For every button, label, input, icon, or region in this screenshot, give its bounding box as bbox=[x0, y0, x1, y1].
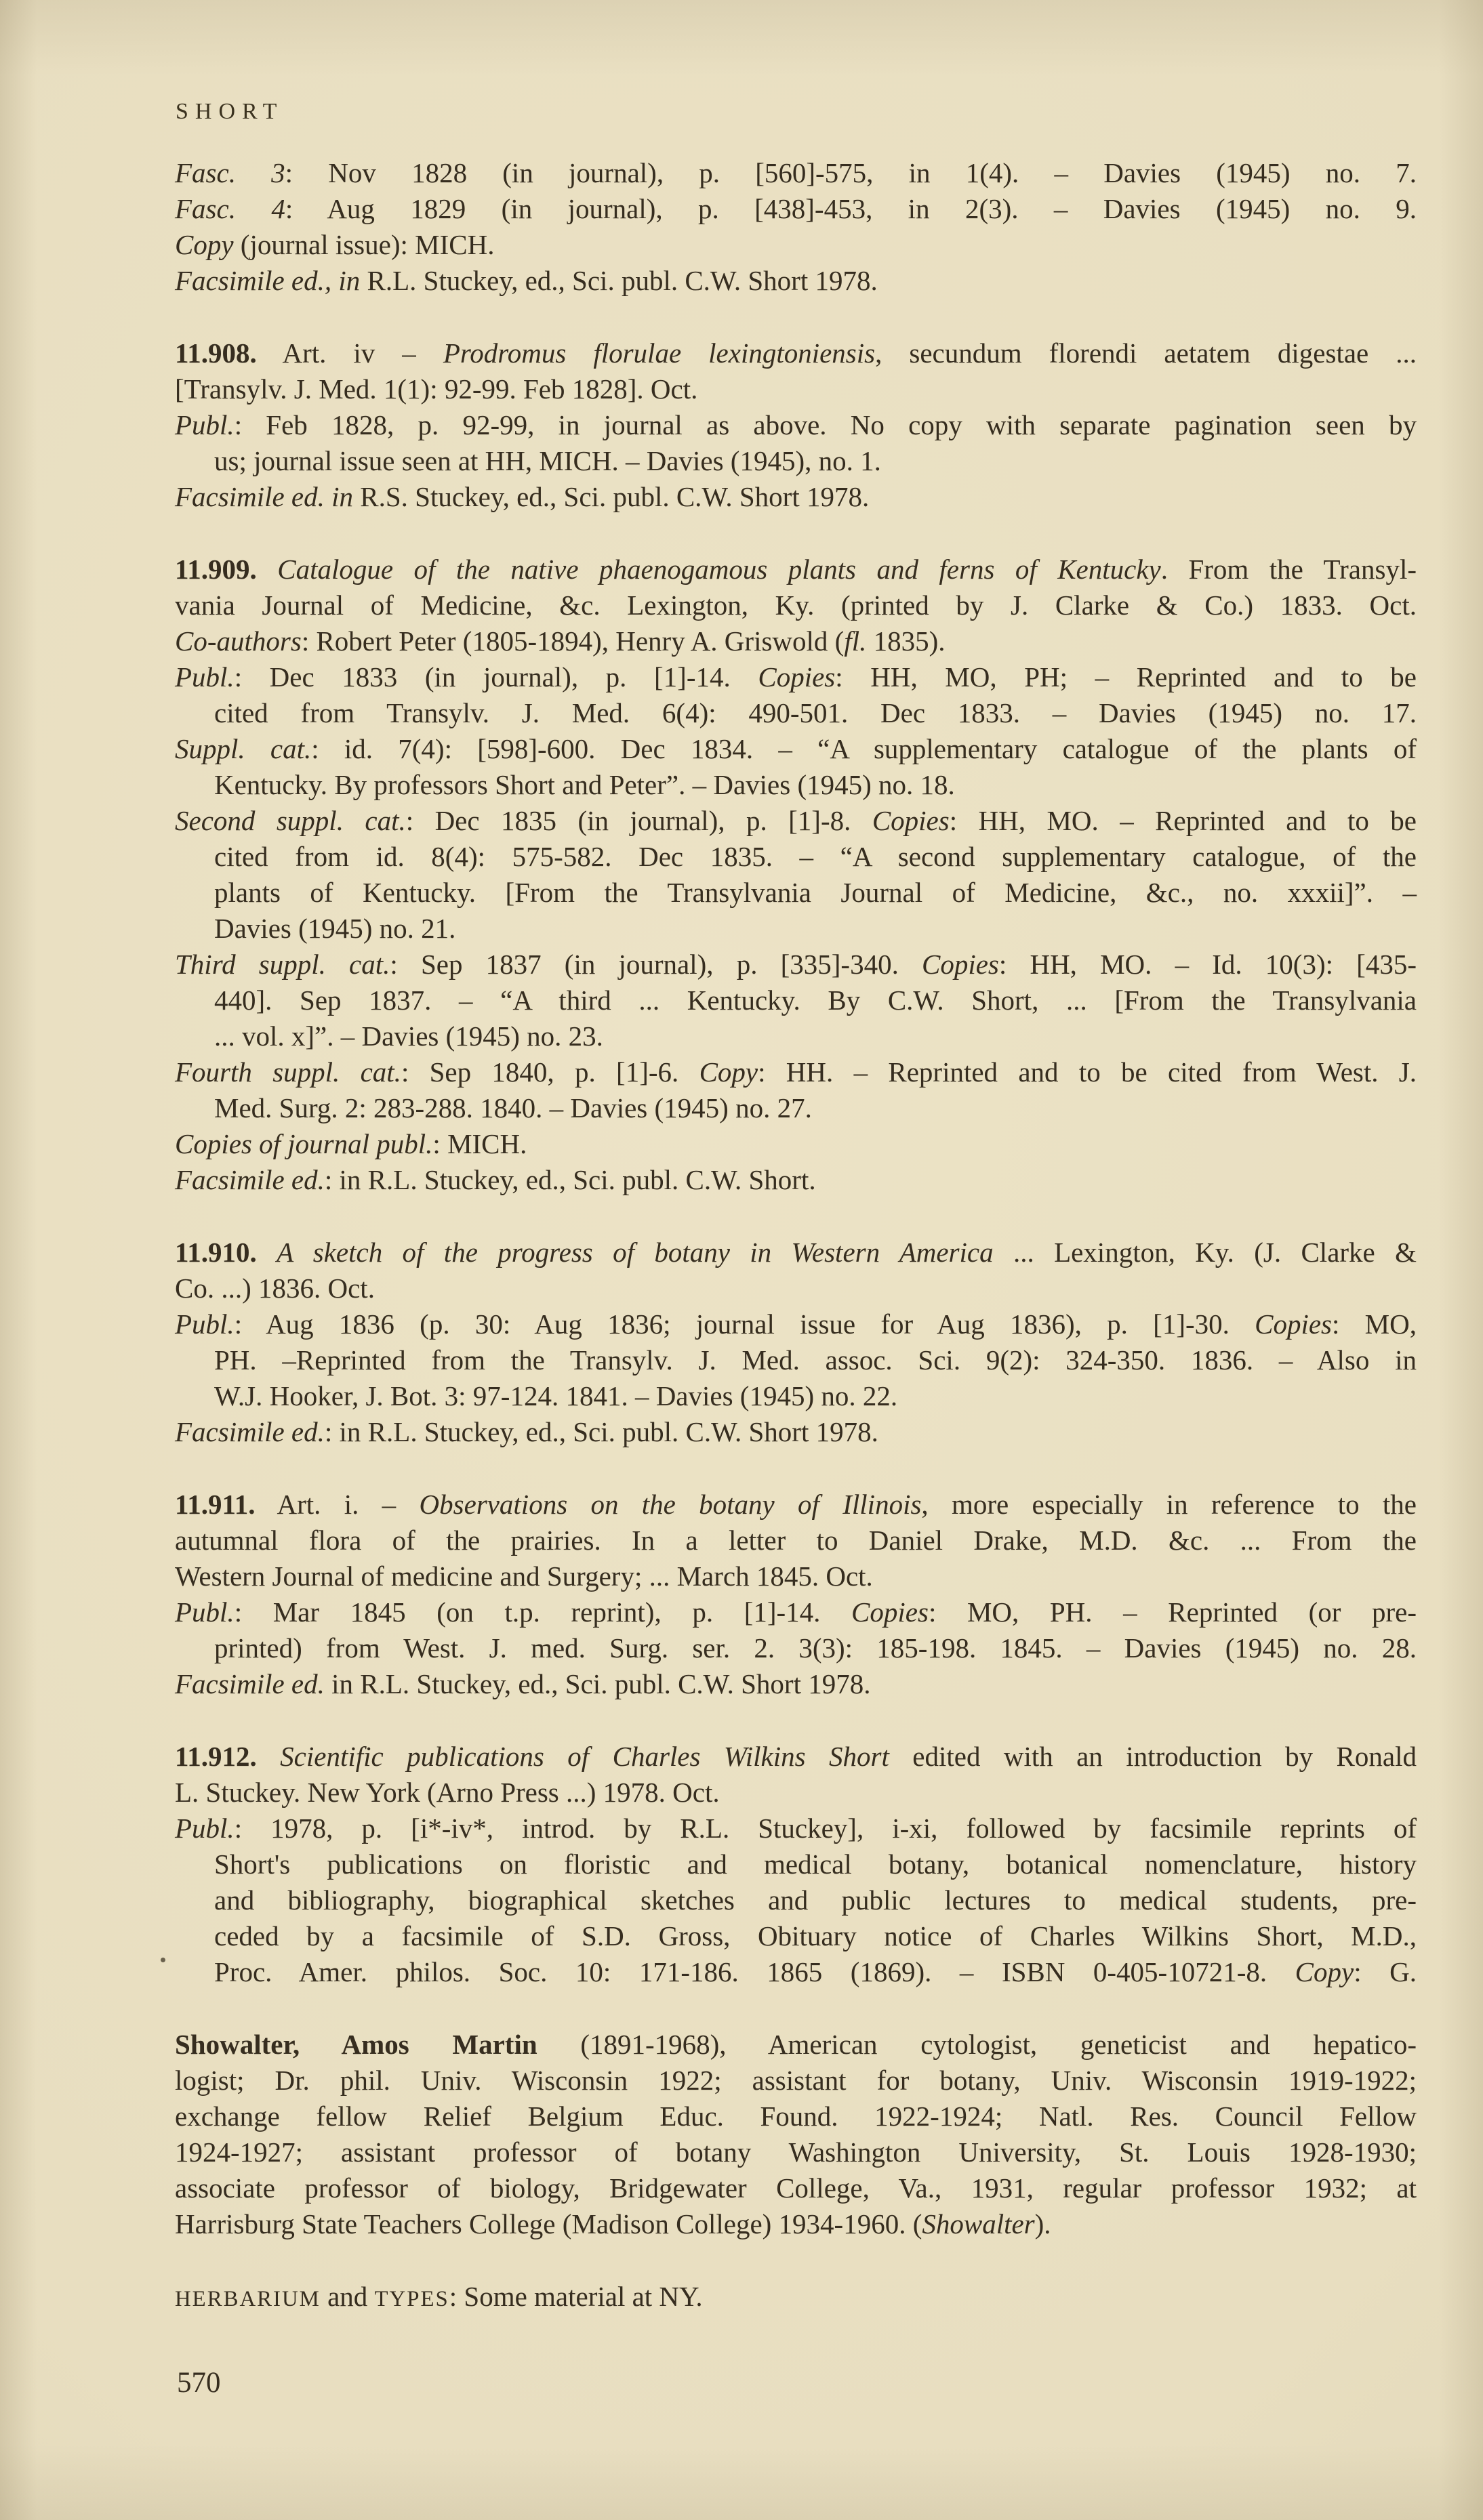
text-segment: . From the Transyl- bbox=[1160, 554, 1417, 585]
text-line bbox=[175, 875, 1417, 911]
text-segment bbox=[257, 554, 277, 585]
text-line bbox=[175, 1558, 1417, 1594]
text-line bbox=[175, 2027, 1417, 2063]
text-segment: HERBARIUM bbox=[175, 2287, 321, 2311]
scan-speck bbox=[161, 1958, 165, 1962]
text-segment: Kentucky. By professors Short and Peter”. – Davies (1945) no. 18. bbox=[214, 769, 955, 800]
text-segment: L. Stuckey. New York (Arno Press ...) 1978. Oct. bbox=[175, 1777, 720, 1808]
text-segment: edited with an introduction by Ronald bbox=[889, 1741, 1417, 1772]
text-line bbox=[175, 947, 1417, 983]
text-segment: fl. bbox=[844, 625, 867, 657]
text-segment: 1924-1927; assistant professor of botany Washington University, St. Louis 1928-1930; bbox=[175, 2136, 1417, 2168]
text-segment: Facsimile ed. in bbox=[175, 481, 354, 512]
text-segment: Catalogue of the native phaenogamous plants and ferns of Kentucky bbox=[277, 554, 1161, 585]
text-segment: cited from Transylv. J. Med. 6(4): 490-501. Dec 1833. – Davies (1945) no. 17. bbox=[214, 697, 1417, 728]
text-segment: A sketch of the progress of botany in Western America bbox=[277, 1237, 994, 1268]
text-segment: Facsimile ed., in bbox=[175, 265, 361, 296]
text-segment: Facsimile ed. bbox=[175, 1416, 325, 1447]
text-segment: Publ. bbox=[175, 661, 235, 693]
text-segment: logist; Dr. phil. Univ. Wisconsin 1922; assistant for botany, Univ. Wisconsin 1919-1922; bbox=[175, 2065, 1417, 2096]
text-line bbox=[175, 1882, 1417, 1918]
text-segment: 440]. Sep 1837. – “A third ... Kentucky. By C.W. Short, ... [From the Transylvania bbox=[214, 985, 1417, 1016]
text-segment: : G. bbox=[1354, 1956, 1417, 1987]
text-line bbox=[175, 767, 1417, 803]
text-line bbox=[175, 2134, 1417, 2170]
text-segment: , more especially in reference to the bbox=[921, 1489, 1417, 1520]
text-segment: : Dec 1835 (in journal), p. [1]-8. bbox=[405, 805, 872, 836]
text-segment: and bbox=[320, 2281, 375, 2312]
text-line bbox=[175, 1630, 1417, 1666]
text-segment: , secundum florendi aetatem digestae ... bbox=[875, 337, 1417, 369]
text-segment: 11.909. bbox=[175, 554, 257, 585]
text-segment: Fasc. 4 bbox=[175, 193, 285, 224]
text-segment: : Feb 1828, p. 92-99, in journal as above. No copy with separate pagination seen by bbox=[234, 409, 1417, 440]
text-line bbox=[175, 1666, 1417, 1702]
text-segment: R.S. Stuckey, ed., Sci. publ. C.W. Short 1978. bbox=[353, 481, 870, 512]
text-segment: autumnal flora of the prairies. In a letter to Daniel Drake, M.D. &c. ... From the bbox=[175, 1525, 1417, 1556]
text-segment: W.J. Hooker, J. Bot. 3: 97-124. 1841. – Davies (1945) no. 22. bbox=[214, 1380, 898, 1411]
text-segment: Third suppl. cat. bbox=[175, 949, 390, 980]
text-line bbox=[175, 1846, 1417, 1882]
text-segment: R.L. Stuckey, ed., Sci. publ. C.W. Short 1978. bbox=[360, 265, 878, 296]
text-segment: Co. ...) 1836. Oct. bbox=[175, 1273, 375, 1304]
text-segment: : Dec 1833 (in journal), p. [1]-14. bbox=[234, 661, 758, 693]
text-line bbox=[175, 1378, 1417, 1414]
text-segment: : id. 7(4): [598]-600. Dec 1834. – “A supplementary catalogue of the plants of bbox=[311, 733, 1417, 764]
entry-11909 bbox=[175, 552, 1417, 1198]
text-line bbox=[175, 1054, 1417, 1090]
text-line bbox=[175, 911, 1417, 947]
entry-showalter bbox=[175, 2027, 1417, 2242]
text-segment: associate professor of biology, Bridgewater College, Va., 1931, regular professor 1932; at bbox=[175, 2172, 1417, 2204]
text-segment: Publ. bbox=[175, 1596, 235, 1628]
text-segment: (journal issue): MICH. bbox=[233, 229, 495, 260]
text-line bbox=[175, 443, 1417, 479]
text-segment: Fourth suppl. cat. bbox=[175, 1056, 401, 1088]
text-line bbox=[175, 695, 1417, 731]
text-line bbox=[175, 587, 1417, 623]
text-line bbox=[175, 263, 1417, 299]
text-segment: plants of Kentucky. [From the Transylvania Journal of Medicine, &c., no. xxxii]”. – bbox=[214, 877, 1417, 908]
text-line bbox=[175, 2206, 1417, 2242]
text-segment: : HH, MO. – Id. 10(3): [435- bbox=[998, 949, 1417, 980]
text-segment: Western Journal of medicine and Surgery; ... March 1845. Oct. bbox=[175, 1561, 873, 1592]
entry-11912 bbox=[175, 1739, 1417, 1990]
entry-11911 bbox=[175, 1487, 1417, 1702]
text-line bbox=[175, 1414, 1417, 1450]
text-line bbox=[175, 1126, 1417, 1162]
text-segment: Copies bbox=[872, 805, 950, 836]
text-segment: ceded by a facsimile of S.D. Gross, Obituary notice of Charles Wilkins Short, M.D., bbox=[214, 1920, 1417, 1951]
text-line bbox=[175, 1090, 1417, 1126]
text-column bbox=[175, 155, 1417, 2315]
text-line bbox=[175, 479, 1417, 515]
text-segment: us; journal issue seen at HH, MICH. – Davies (1945), no. 1. bbox=[214, 445, 881, 476]
text-segment: and bibliography, biographical sketches and public lectures to medical students, pre- bbox=[214, 1884, 1417, 1916]
text-segment bbox=[257, 1237, 277, 1268]
text-line bbox=[175, 227, 1417, 263]
text-segment: Proc. Amer. philos. Soc. 10: 171-186. 1865 (1869). – ISBN 0-405-10721-8. bbox=[214, 1956, 1295, 1987]
text-segment: : Robert Peter (1805-1894), Henry A. Griswold ( bbox=[301, 625, 845, 657]
text-segment: : MICH. bbox=[432, 1128, 527, 1159]
text-line bbox=[175, 803, 1417, 839]
text-line bbox=[175, 2063, 1417, 2099]
text-segment: : 1978, p. [i*-iv*, introd. by R.L. Stuckey], i-xi, followed by facsimile reprints of bbox=[234, 1813, 1417, 1844]
text-segment: : in R.L. Stuckey, ed., Sci. publ. C.W. Short. bbox=[324, 1164, 816, 1195]
text-segment: : Sep 1840, p. [1]-6. bbox=[401, 1056, 699, 1088]
text-line bbox=[175, 1811, 1417, 1846]
text-segment: PH. –Reprinted from the Transylv. J. Med. assoc. Sci. 9(2): 324-350. 1836. – Also in bbox=[214, 1344, 1417, 1376]
text-segment: printed) from West. J. med. Surg. ser. 2. 3(3): 185-198. 1845. – Davies (1945) no. 28. bbox=[214, 1632, 1417, 1664]
text-line bbox=[175, 1018, 1417, 1054]
text-line bbox=[175, 1918, 1417, 1954]
text-segment: Med. Surg. 2: 283-288. 1840. – Davies (1945) no. 27. bbox=[214, 1092, 812, 1123]
text-segment: Facsimile ed. bbox=[175, 1668, 325, 1699]
text-segment: Copy bbox=[175, 229, 234, 260]
text-line bbox=[175, 407, 1417, 443]
text-segment: Publ. bbox=[175, 1308, 235, 1340]
text-segment: 11.908. bbox=[175, 337, 257, 369]
text-line bbox=[175, 1775, 1417, 1811]
text-line bbox=[175, 623, 1417, 659]
text-segment: : HH, MO, PH; – Reprinted and to be bbox=[835, 661, 1417, 693]
text-segment: ... vol. x]”. – Davies (1945) no. 23. bbox=[214, 1020, 603, 1052]
text-line bbox=[175, 731, 1417, 767]
text-segment: Showalter bbox=[922, 2208, 1035, 2239]
text-line bbox=[175, 335, 1417, 371]
text-segment: : Aug 1829 (in journal), p. [438]-453, in 2(3). – Davies (1945) no. 9. bbox=[285, 193, 1417, 224]
text-segment: TYPES bbox=[374, 2287, 449, 2311]
text-line bbox=[175, 983, 1417, 1018]
text-segment: Art. iv – bbox=[256, 337, 443, 369]
text-segment: Art. i. – bbox=[255, 1489, 420, 1520]
text-line bbox=[175, 155, 1417, 191]
entry-herbarium-note bbox=[175, 2279, 1417, 2315]
text-line bbox=[175, 659, 1417, 695]
text-segment: Copies bbox=[1255, 1308, 1333, 1340]
text-segment: vania Journal of Medicine, &c. Lexington, Ky. (printed by J. Clarke & Co.) 1833. Oct. bbox=[175, 590, 1417, 621]
text-segment: Prodromus florulae lexingtoniensis bbox=[443, 337, 876, 369]
text-segment: (1891-1968), American cytologist, geneticist and hepatico- bbox=[537, 2029, 1417, 2060]
text-line bbox=[175, 2099, 1417, 2134]
text-line bbox=[175, 1954, 1417, 1990]
text-segment: 11.911. bbox=[175, 1489, 256, 1520]
text-segment: Showalter, Amos Martin bbox=[175, 2029, 537, 2060]
text-segment: in R.L. Stuckey, ed., Sci. publ. C.W. Short 1978. bbox=[324, 1668, 871, 1699]
text-segment: : Some material at NY. bbox=[449, 2281, 703, 2312]
entry-short-fascicles bbox=[175, 155, 1417, 299]
text-line bbox=[175, 1342, 1417, 1378]
text-segment: : in R.L. Stuckey, ed., Sci. publ. C.W. Short 1978. bbox=[324, 1416, 878, 1447]
text-segment bbox=[257, 1741, 280, 1772]
text-segment: Short's publications on floristic and medical botany, botanical nomenclature, history bbox=[214, 1848, 1417, 1880]
text-segment: Copies bbox=[851, 1596, 929, 1628]
text-segment: : Nov 1828 (in journal), p. [560]-575, in 1(4). – Davies (1945) no. 7. bbox=[285, 157, 1417, 188]
text-segment: Copies bbox=[922, 949, 999, 980]
text-segment: 1835). bbox=[866, 625, 946, 657]
text-segment: ... Lexington, Ky. (J. Clarke & bbox=[993, 1237, 1417, 1268]
text-line bbox=[175, 1306, 1417, 1342]
text-line bbox=[175, 191, 1417, 227]
text-segment: Copies bbox=[758, 661, 836, 693]
text-segment: Observations on the botany of Illinois bbox=[419, 1489, 922, 1520]
entry-11908 bbox=[175, 335, 1417, 515]
text-segment: : Mar 1845 (on t.p. reprint), p. [1]-14. bbox=[234, 1596, 852, 1628]
text-segment: : MO, bbox=[1332, 1308, 1417, 1340]
text-segment: cited from id. 8(4): 575-582. Dec 1835. – “A second supplementary catalogue, of the bbox=[214, 841, 1417, 872]
text-segment: : HH. – Reprinted and to be cited from West. J. bbox=[758, 1056, 1417, 1088]
text-segment: Suppl. cat. bbox=[175, 733, 312, 764]
text-segment: Publ. bbox=[175, 409, 235, 440]
text-line bbox=[175, 1594, 1417, 1630]
text-line bbox=[175, 1523, 1417, 1558]
text-line bbox=[175, 839, 1417, 875]
text-segment: Facsimile ed. bbox=[175, 1164, 325, 1195]
text-line bbox=[175, 2170, 1417, 2206]
text-line bbox=[175, 1739, 1417, 1775]
text-segment: Co-authors bbox=[175, 625, 302, 657]
text-line bbox=[175, 371, 1417, 407]
text-segment: : MO, PH. – Reprinted (or pre- bbox=[928, 1596, 1417, 1628]
text-segment: ). bbox=[1034, 2208, 1051, 2239]
text-segment: Copy bbox=[699, 1056, 758, 1088]
text-segment: Davies (1945) no. 21. bbox=[214, 913, 456, 944]
page-number: 570 bbox=[177, 2367, 221, 2399]
text-segment: Publ. bbox=[175, 1813, 235, 1844]
text-segment: Harrisburg State Teachers College (Madison College) 1934-1960. ( bbox=[175, 2208, 922, 2239]
text-segment: Fasc. 3 bbox=[175, 157, 285, 188]
text-segment: [Transylv. J. Med. 1(1): 92-99. Feb 1828]. Oct. bbox=[175, 373, 698, 405]
text-segment: 11.912. bbox=[175, 1741, 257, 1772]
text-segment: Second suppl. cat. bbox=[175, 805, 406, 836]
text-segment: 11.910. bbox=[175, 1237, 257, 1268]
text-segment: exchange fellow Relief Belgium Educ. Found. 1922-1924; Natl. Res. Council Fellow bbox=[175, 2101, 1417, 2132]
text-segment: Copy bbox=[1295, 1956, 1354, 1987]
text-line bbox=[175, 2279, 1417, 2315]
text-line bbox=[175, 1162, 1417, 1198]
text-line bbox=[175, 1235, 1417, 1271]
text-line bbox=[175, 1271, 1417, 1306]
text-segment: Scientific publications of Charles Wilkins Short bbox=[280, 1741, 889, 1772]
text-segment: Copies of journal publ. bbox=[175, 1128, 433, 1159]
running-header: SHORT bbox=[176, 99, 284, 124]
entry-11910 bbox=[175, 1235, 1417, 1450]
text-segment: : Sep 1837 (in journal), p. [335]-340. bbox=[390, 949, 922, 980]
text-line bbox=[175, 1487, 1417, 1523]
text-segment: : HH, MO. – Reprinted and to be bbox=[949, 805, 1417, 836]
text-line bbox=[175, 552, 1417, 587]
text-segment: : Aug 1836 (p. 30: Aug 1836; journal issue for Aug 1836), p. [1]-30. bbox=[234, 1308, 1255, 1340]
